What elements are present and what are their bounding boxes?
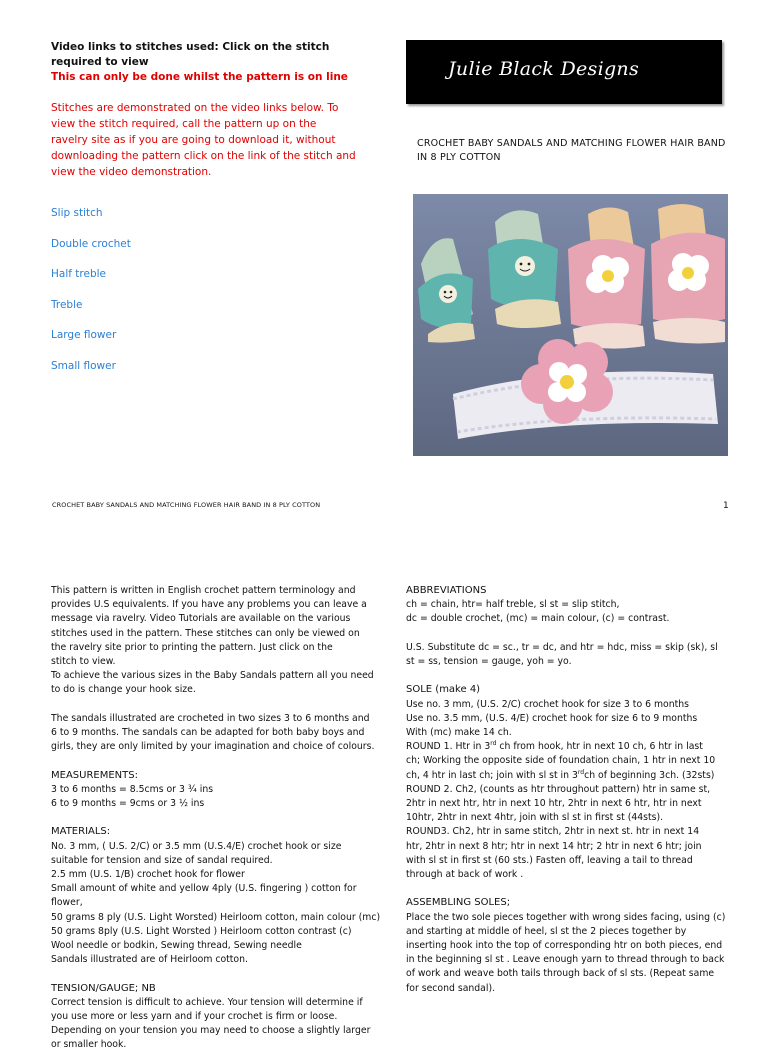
round1-line: ch, 4 htr in last ch; join with sl st in 3rdch of beginning 3ch. (32sts): [406, 768, 715, 781]
video-links-heading: Video links to stitches used: Click on the stitch required to view: [51, 41, 330, 68]
round2-line: 2htr in next htr, htr in next 10 htr, 2htr in next 6 htr, htr in next: [406, 798, 702, 810]
sole-heading: SOLE (make 4): [406, 684, 481, 696]
tension-line: or smaller hook.: [51, 1039, 127, 1051]
material-line: Wool needle or bodkin, Sewing thread, Sewing needle: [51, 940, 302, 952]
stitch-link-slip-stitch[interactable]: Slip stitch: [51, 207, 103, 219]
assembling-line: in the beginning sl st . Leave enough yarn to thread through to back: [406, 954, 725, 966]
tension-line: Correct tension is difficult to achieve. Your tension will determine if: [51, 996, 363, 1008]
measurement-line: 6 to 9 months = 9cms or 3 ½ ins: [51, 798, 205, 810]
tension-heading: TENSION/GAUGE; NB: [51, 982, 156, 994]
video-instructions: Stitches are demonstrated on the video links below. To view the stitch required, call the pattern up on the ravelry site as if you are going to download it, without downloading the pattern click on the link of the stitch and view the video demonstration.: [51, 102, 356, 178]
round3-line: with sl st in first st (60 sts.) Fasten off, leaving a tail to thread: [406, 854, 693, 866]
intro-line: the ravelry site prior to printing the pattern. Just click on the: [51, 641, 333, 653]
intro-line: stitch to view.: [51, 656, 116, 668]
assembling-line: and starting at middle of heel, sl st the 2 pieces together by: [406, 925, 687, 937]
page-footer-title: CROCHET BABY SANDALS AND MATCHING FLOWER HAIR BAND IN 8 PLY COTTON: [52, 501, 321, 509]
material-line: No. 3 mm, ( U.S. 2/C) or 3.5 mm (U.S.4/E) crochet hook or size: [51, 840, 342, 852]
material-line: suitable for tension and size of sandal required.: [51, 854, 273, 866]
tension-line: you use more or less yarn and if your crochet is firm or loose.: [51, 1011, 338, 1023]
intro-line: to do is change your hook size.: [51, 684, 196, 696]
us-sub-line: st = ss, tension = gauge, yoh = yo.: [406, 656, 572, 667]
pattern-subtitle: CROCHET BABY SANDALS AND MATCHING FLOWER HAIR BAND IN 8 PLY COTTON: [417, 138, 726, 163]
assembling-line: Place the two sole pieces together with wrong sides facing, using (c): [406, 911, 726, 923]
online-only-note: This can only be done whilst the pattern is on line: [51, 71, 348, 83]
intro-line: message via ravelry. Video Tutorials are available on the various: [51, 613, 351, 625]
intro-line: stitches used in the pattern. These stitches can only be viewed on: [51, 627, 360, 639]
stitch-link-half-treble[interactable]: Half treble: [51, 268, 106, 280]
brand-name: Julie Black Designs: [448, 58, 640, 80]
assembling-line: of work and weave both tails through back of sl sts. (Repeat same: [406, 968, 715, 980]
sole-line: Use no. 3.5 mm, (U.S. 4/E) crochet hook for size 6 to 9 months: [406, 712, 698, 724]
round3-line: htr, 2htr in next 8 htr; htr in next 14 htr; 2 htr in next 6 htr; join: [406, 840, 702, 852]
measurements-heading: MEASUREMENTS:: [51, 769, 138, 781]
round1-line: ROUND 1. Htr in 3rd ch from hook, htr in next 10 ch, 6 htr in last: [406, 740, 703, 753]
round1-line: ch; Working the opposite side of foundation chain, 1 htr in next 10: [406, 755, 716, 767]
us-sub-line: U.S. Substitute dc = sc., tr = dc, and htr = hdc, miss = skip (sk), sl: [406, 641, 718, 653]
right-column: [406, 584, 736, 996]
round3-line: ROUND3. Ch2, htr in same stitch, 2htr in next st. htr in next 14: [406, 826, 700, 838]
material-line: 50 grams 8ply (U.S. Light Worsted ) Heirloom cotton contrast (c): [51, 925, 352, 937]
sizes-line: 6 to 9 months. The sandals can be adapted for both baby boys and: [51, 727, 365, 739]
round2-line: 10htr, 2htr in next 4htr, join with sl st in first st (44sts).: [406, 812, 664, 824]
measurement-line: 3 to 6 months = 8.5cms or 3 ¾ ins: [51, 783, 214, 795]
tension-line: Depending on your tension you may need to choose a slightly larger: [51, 1025, 371, 1037]
sole-line: Use no. 3 mm, (U.S. 2/C) crochet hook for size 3 to 6 months: [406, 698, 689, 710]
material-line: Small amount of white and yellow 4ply (U.S. fingering ) cotton for flower,: [51, 883, 357, 909]
left-column: [51, 584, 383, 1053]
stitch-link-large-flower[interactable]: Large flower: [51, 329, 117, 341]
sizes-line: The sandals illustrated are crocheted in two sizes 3 to 6 months and: [51, 712, 370, 724]
intro-line: provides U.S equivalents. If you have any problems you can leave a: [51, 599, 367, 611]
abbrev-line: ch = chain, htr= half treble, sl st = slip stitch,: [406, 599, 620, 611]
material-line: Sandals illustrated are of Heirloom cotton.: [51, 954, 248, 966]
assembling-line: for second sandal).: [406, 982, 496, 994]
sizes-line: girls, they are only limited by your imagination and choice of colours.: [51, 741, 375, 753]
abbrev-line: dc = double crochet, (mc) = main colour, (c) = contrast.: [406, 613, 670, 625]
round2-line: ROUND 2. Ch2, (counts as htr throughout pattern) htr in same st,: [406, 783, 711, 795]
brand-banner: [406, 40, 722, 104]
assembling-line: inserting hook into the top of corresponding htr on both pieces, end: [406, 940, 723, 952]
materials-heading: MATERIALS:: [51, 826, 111, 838]
stitch-link-treble[interactable]: Treble: [51, 298, 83, 311]
abbreviations-heading: ABBREVIATIONS: [406, 585, 487, 596]
stitch-link-list: [51, 207, 131, 390]
stitch-link-double-crochet[interactable]: Double crochet: [51, 237, 131, 250]
stitch-link-small-flower[interactable]: Small flower: [51, 359, 116, 372]
page-number: 1: [723, 501, 729, 511]
material-line: 2.5 mm (U.S. 1/B) crochet hook for flower: [51, 869, 245, 881]
material-line: 50 grams 8 ply (U.S. Light Worsted) Heirloom cotton, main colour (mc): [51, 911, 381, 923]
intro-line: To achieve the various sizes in the Baby Sandals pattern all you need: [51, 670, 374, 682]
sole-line: With (mc) make 14 ch.: [406, 727, 512, 738]
intro-line: This pattern is written in English crochet pattern terminology and: [51, 585, 356, 596]
round3-line: through at back of work .: [406, 869, 524, 881]
sandals-photo: [413, 194, 728, 456]
assembling-heading: ASSEMBLING SOLES;: [406, 897, 511, 909]
